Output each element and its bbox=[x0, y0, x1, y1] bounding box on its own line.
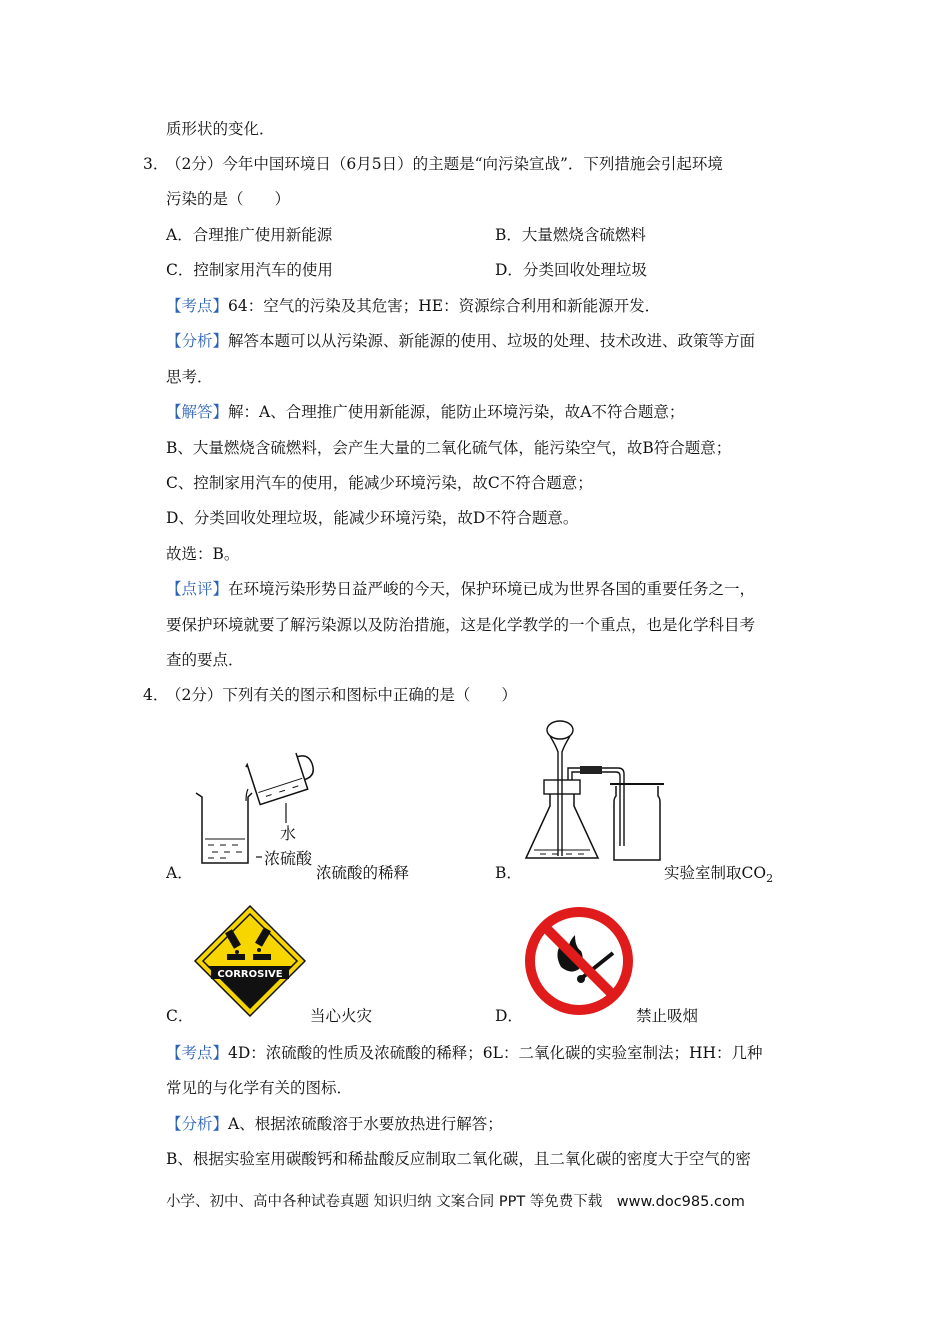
dianping-tag: 【点评】 bbox=[166, 580, 229, 598]
q3-dianping-line2: 要保护环境就要了解污染源以及防治措施，这是化学教学的一个重点，也是化学科目考 bbox=[166, 616, 756, 634]
q3-jieda-line4: D、分类回收处理垃圾，能减少环境污染，故D不符合题意。 bbox=[166, 509, 579, 527]
label-acid: 浓硫酸 bbox=[264, 849, 313, 868]
q3-option-d: D．分类回收处理垃圾 bbox=[495, 261, 647, 279]
corrosive-sign-icon bbox=[193, 904, 307, 1018]
q4-option-d-letter: D． bbox=[495, 1007, 523, 1025]
q3-jieda-line3: C、控制家用汽车的使用，能减少环境污染，故C不符合题意； bbox=[166, 474, 593, 492]
q4-option-b-caption: 实验室制取$CO_2$ bbox=[664, 864, 774, 886]
q3-kaodian: 【考点】64：空气的污染及其危害；HE：资源综合利用和新能源开发． bbox=[166, 297, 661, 315]
q4-stem: （2分）下列有关的图示和图标中正确的是（ ） bbox=[166, 686, 517, 704]
acid-dilution-figure bbox=[190, 745, 330, 875]
no-smoking-sign-icon bbox=[523, 905, 635, 1017]
q4-option-a-letter: A． bbox=[166, 864, 193, 882]
q4-fenxi-line2: B、根据实验室用碳酸钙和稀盐酸反应制取二氧化碳，且二氧化碳的密度大于空气的密 bbox=[166, 1150, 751, 1168]
q3-fenxi-line2: 思考． bbox=[166, 368, 213, 386]
q3-stem-line2: 污染的是（ ） bbox=[166, 190, 291, 208]
q4-option-b-letter: B． bbox=[495, 864, 522, 882]
q3-jieda-line5: 故选：B。 bbox=[166, 545, 240, 563]
q4-number: 4． bbox=[143, 686, 169, 704]
q4-option-d-caption: 禁止吸烟 bbox=[636, 1007, 699, 1025]
fenxi-tag: 【分析】 bbox=[166, 332, 229, 350]
q3-stem-line1: （2分）今年中国环境日（6月5日）的主题是“向污染宣战”．下列措施会引起环境 bbox=[166, 155, 723, 173]
q3-option-b: B．大量燃烧含硫燃料 bbox=[495, 226, 646, 244]
q4-option-a-caption: 浓硫酸的稀释 bbox=[316, 864, 410, 882]
q4-kaodian-line1: 【考点】4D：浓硫酸的性质及浓硫酸的稀释；6L：二氧化碳的实验室制法；HH：几种 bbox=[166, 1044, 763, 1062]
label-water: 水 bbox=[280, 824, 297, 843]
corrosive-text: CORROSIVE bbox=[217, 969, 283, 980]
q4-kaodian-line2: 常见的与化学有关的图标． bbox=[166, 1079, 353, 1097]
kaodian-tag: 【考点】 bbox=[166, 1044, 229, 1062]
kaodian-tag: 【考点】 bbox=[166, 297, 229, 315]
q3-dianping-line1: 【点评】在环境污染形势日益严峻的今天，保护环境已成为世界各国的重要任务之一， bbox=[166, 580, 756, 598]
jieda-tag: 【解答】 bbox=[166, 403, 229, 421]
q4-option-c-letter: C． bbox=[166, 1007, 194, 1025]
fenxi-tag: 【分析】 bbox=[166, 1115, 229, 1133]
q3-fenxi-line1: 【分析】解答本题可以从污染源、新能源的使用、垃圾的处理、技术改进、政策等方面 bbox=[166, 332, 756, 350]
q3-jieda-line2: B、大量燃烧含硫燃料，会产生大量的二氧化硫气体，能污染空气，故B符合题意； bbox=[166, 439, 732, 457]
prev-continuation: 质形状的变化． bbox=[166, 120, 275, 138]
page-footer: 小学、初中、高中各种试卷真题 知识归纳 文案合同 PPT 等免费下载 www.doc985.com bbox=[166, 1194, 745, 1210]
q3-number: 3． bbox=[143, 155, 169, 173]
q3-option-a: A．合理推广使用新能源 bbox=[166, 226, 333, 244]
q4-fenxi-line1: 【分析】A、根据浓硫酸溶于水要放热进行解答； bbox=[166, 1115, 503, 1133]
q3-dianping-line3: 查的要点． bbox=[166, 651, 244, 669]
q3-option-c: C．控制家用汽车的使用 bbox=[166, 261, 333, 279]
co2-apparatus-figure bbox=[520, 718, 670, 868]
q4-option-c-caption: 当心火灾 bbox=[310, 1007, 373, 1025]
q3-jieda-line1: 【解答】解：A、合理推广使用新能源，能防止环境污染，故A不符合题意； bbox=[166, 403, 685, 421]
